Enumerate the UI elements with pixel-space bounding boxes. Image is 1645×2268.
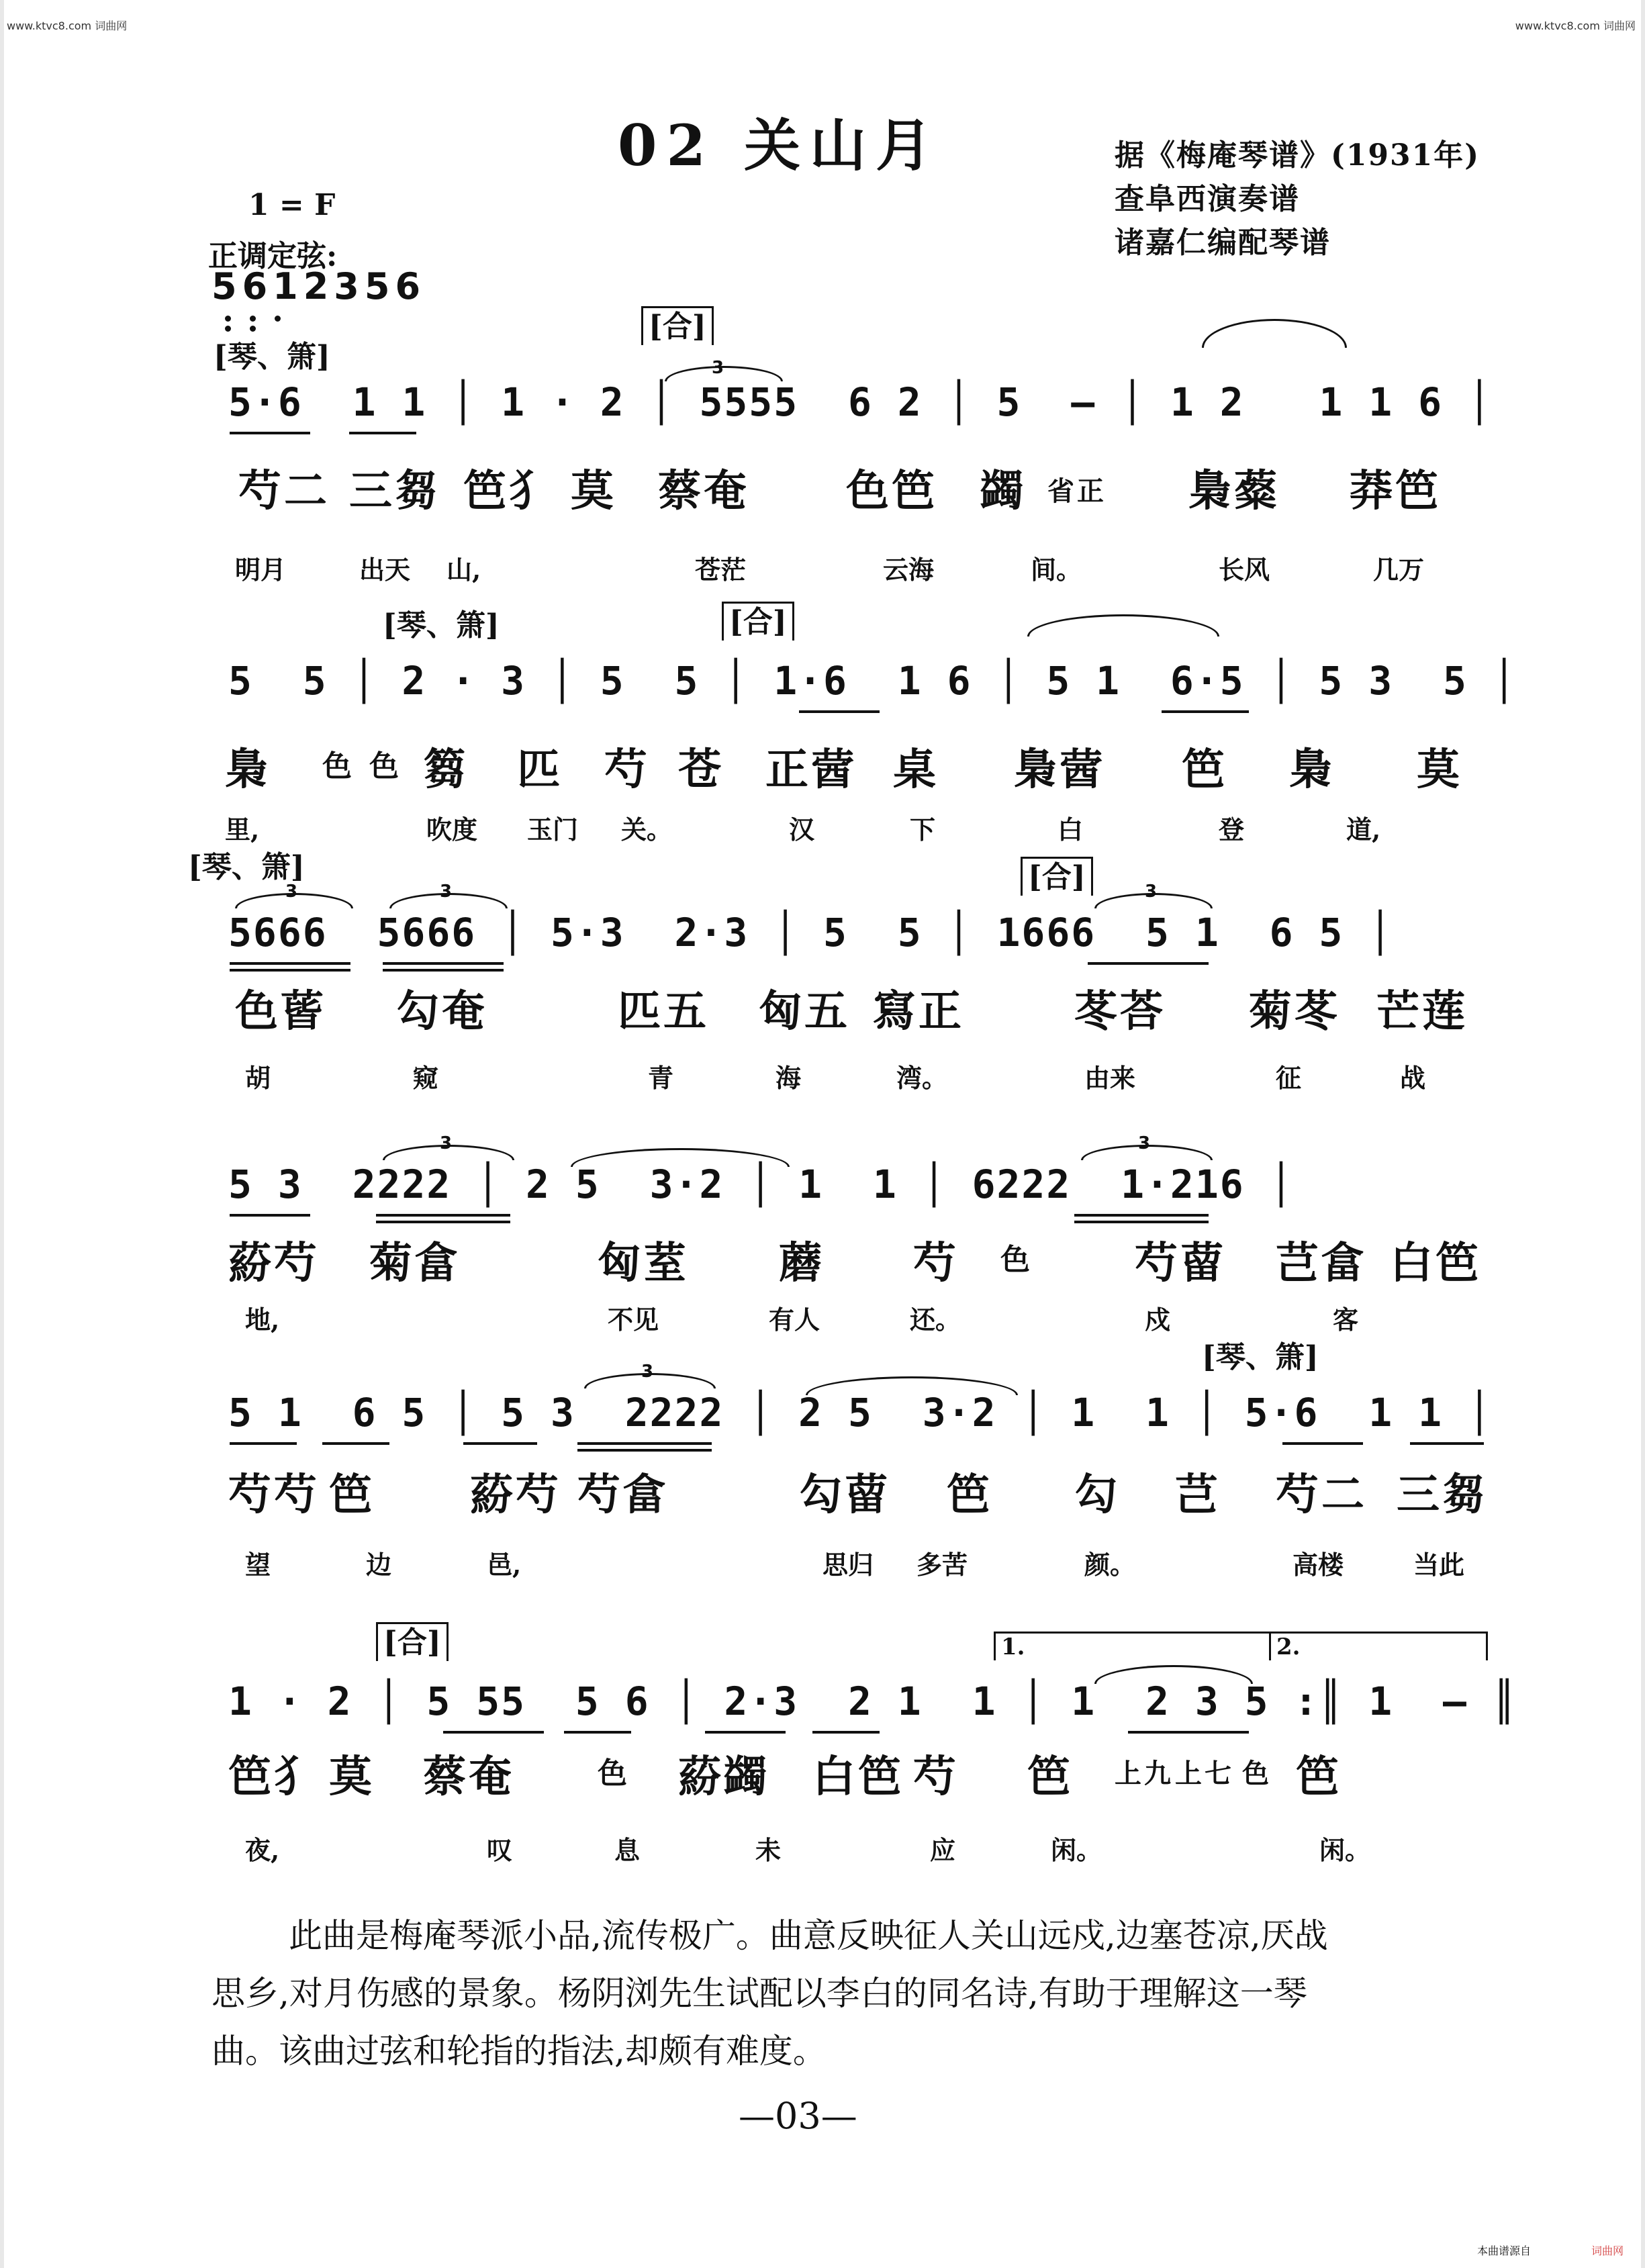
beam xyxy=(349,432,416,434)
beam xyxy=(705,1731,786,1734)
lyric: 闲。 xyxy=(1319,1835,1371,1865)
tab-glyph: 莫 xyxy=(571,466,616,516)
tab-glyph: 苍 xyxy=(678,745,724,795)
beam xyxy=(1074,1221,1209,1223)
tab-glyph: 色笆 xyxy=(846,466,937,516)
beam xyxy=(230,1214,310,1217)
lyric: 窥 xyxy=(413,1063,439,1093)
description xyxy=(289,1907,1484,1965)
beam xyxy=(799,710,880,713)
section-marker-qinxiao: [琴、箫] xyxy=(214,340,330,374)
beam xyxy=(230,969,350,972)
lyric: 湾。 xyxy=(896,1063,948,1093)
tab-glyph: 省正 xyxy=(1047,475,1107,507)
left-border xyxy=(0,0,4,2268)
tuning-label: 正调定弦: xyxy=(208,239,338,273)
beam xyxy=(463,1442,537,1445)
lyric: 长风 xyxy=(1219,555,1270,585)
lyric: 出天 xyxy=(359,555,411,585)
tab-glyph: 桌 xyxy=(893,745,939,795)
lyric: 吹度 xyxy=(426,814,478,845)
tab-glyph: 色 xyxy=(1242,1758,1272,1789)
beam xyxy=(1074,1214,1209,1217)
beam xyxy=(1410,1442,1484,1445)
tab-glyph: 芑畣 xyxy=(1276,1238,1367,1288)
tab-glyph: 苳荅 xyxy=(1074,986,1166,1037)
tab-glyph: 笆 xyxy=(1296,1752,1342,1802)
beam xyxy=(376,1214,510,1217)
lyric: 间。 xyxy=(1031,555,1082,585)
beam xyxy=(376,1221,510,1223)
section-marker-he: [合] xyxy=(376,1618,449,1661)
section-marker-qinxiao: [琴、箫] xyxy=(383,608,500,643)
volta-label: 1. xyxy=(1001,1634,1025,1660)
qin-tablature-row-6 xyxy=(222,1742,1497,1816)
tab-glyph: 笆 xyxy=(1182,745,1227,795)
jianpu-notes: 5 1 6 5 │ 5 3 2222 │ 2 5 3·2 │ 1 1 │ 5·6 1 1 │ xyxy=(228,1390,1493,1435)
lyric: 里, xyxy=(225,814,260,845)
description-line: 曲。该曲过弦和轮指的指法,却颇有难度。 xyxy=(211,2032,827,2071)
lyric: 望 xyxy=(245,1550,271,1580)
tab-glyph: 芍蒥 xyxy=(1135,1238,1226,1288)
tab-glyph: 寫正 xyxy=(873,986,964,1037)
triplet-mark: 3 xyxy=(712,358,724,378)
triplet-mark: 3 xyxy=(440,882,453,902)
description-line: 思乡,对月伤感的景象。杨阴浏先生试配以李白的同名诗,有助于理解这一琴 xyxy=(211,1974,1307,2013)
tab-glyph: 色 xyxy=(322,749,355,784)
lyric: 汉 xyxy=(789,814,815,845)
lyric: 未 xyxy=(755,1835,782,1865)
tab-glyph: 色蒈 xyxy=(235,986,326,1037)
lyric: 玉门 xyxy=(527,814,579,845)
tab-glyph: 蔡奄 xyxy=(423,1752,514,1802)
lyric: 胡 xyxy=(245,1063,271,1093)
tab-glyph: 三芻 xyxy=(349,466,440,516)
lyric: 道, xyxy=(1346,814,1381,845)
beam xyxy=(1088,962,1209,965)
tab-glyph: 勾蒥 xyxy=(799,1470,890,1520)
lyric: 思归 xyxy=(822,1550,874,1580)
beam xyxy=(577,1449,712,1452)
tab-glyph: 匈五 xyxy=(759,986,850,1037)
lyric: 登 xyxy=(1219,814,1245,845)
lyric: 戍 xyxy=(1145,1305,1171,1335)
qin-tablature-row-2 xyxy=(222,735,1497,809)
beam xyxy=(230,1442,297,1445)
lyric: 息 xyxy=(614,1835,641,1865)
beam xyxy=(1128,1731,1249,1734)
lyric: 不见 xyxy=(608,1305,659,1335)
watermark-right: www.ktvc8.com 词曲网 xyxy=(1515,19,1636,32)
tab-glyph: 上七 xyxy=(1175,1758,1234,1789)
qin-tablature-row-5 xyxy=(222,1460,1497,1534)
notation-row-2 xyxy=(222,645,1517,718)
lyric: 邑, xyxy=(487,1550,522,1580)
tab-glyph: 莫 xyxy=(1417,745,1462,795)
tab-glyph: 笆 xyxy=(329,1470,375,1520)
tab-glyph: 色 xyxy=(1000,1243,1033,1277)
lyric: 下 xyxy=(910,814,936,845)
arranger-credit: 诸嘉仁编配琴谱 xyxy=(1115,226,1331,260)
tab-glyph: 匈荎 xyxy=(598,1238,689,1288)
tab-glyph: 蒶蠲 xyxy=(678,1752,769,1802)
octave-dot xyxy=(250,316,256,322)
lyric: 战 xyxy=(1400,1063,1426,1093)
beam xyxy=(577,1442,712,1445)
section-marker-qinxiao: [琴、箫] xyxy=(1202,1340,1319,1374)
tuning-notes: 5612356 xyxy=(211,265,426,308)
tab-glyph: 勾 xyxy=(1074,1470,1120,1520)
tab-glyph: 白笆 xyxy=(1390,1238,1481,1288)
tab-glyph: 芒莲 xyxy=(1376,986,1468,1037)
lyric: 客 xyxy=(1333,1305,1359,1335)
page-title: 02 关山月 xyxy=(618,112,942,179)
tab-glyph: 芍 xyxy=(913,1238,959,1288)
lyric: 海 xyxy=(775,1063,802,1093)
lyric: 当此 xyxy=(1413,1550,1465,1580)
tab-glyph: 芍 xyxy=(604,745,650,795)
tab-glyph: 芑 xyxy=(1175,1470,1221,1520)
section-marker-he: [合] xyxy=(1021,853,1093,896)
lyric: 夜, xyxy=(245,1835,280,1865)
tie-slur xyxy=(806,1376,1018,1395)
footer-site-logo[interactable]: 词曲网 xyxy=(1591,2245,1624,2257)
description-line: 此曲是梅庵琴派小品,流传极广。曲意反映征人关山远戍,边塞苍凉,厌战 xyxy=(289,1916,1328,1955)
lyric: 多苦 xyxy=(916,1550,968,1580)
tab-glyph: 梟薒 xyxy=(1188,466,1280,516)
tie-slur xyxy=(1094,1665,1253,1684)
lyric: 云海 xyxy=(883,555,935,585)
qin-tablature-row-4 xyxy=(222,1229,1497,1303)
tab-glyph: 上九 xyxy=(1115,1758,1174,1789)
tab-glyph: 蔡奄 xyxy=(658,466,749,516)
section-marker-qinxiao: [琴、箫] xyxy=(188,850,305,884)
notation-row-6 xyxy=(222,1665,1517,1739)
tab-glyph: 芍二 xyxy=(1276,1470,1367,1520)
tab-glyph: 笆 xyxy=(947,1470,992,1520)
tab-glyph: 梟蒏 xyxy=(1014,745,1105,795)
beam xyxy=(564,1731,631,1734)
lyric: 几万 xyxy=(1373,555,1425,585)
octave-dot xyxy=(275,316,281,322)
lyric: 颜。 xyxy=(1084,1550,1136,1580)
triplet-mark: 3 xyxy=(440,1133,453,1153)
lyric: 还。 xyxy=(910,1305,961,1335)
volta-bracket-1 xyxy=(994,1632,1278,1660)
volta-label: 2. xyxy=(1276,1634,1301,1660)
tab-glyph: 蒶芍 xyxy=(470,1470,561,1520)
beam xyxy=(230,962,350,965)
lyric: 征 xyxy=(1276,1063,1302,1093)
jianpu-notes: 5·6 1 1 │ 1 · 2 │ 5555 6 2 │ 5 — │ 1 2 1 1 6 │ xyxy=(228,379,1493,425)
jianpu-notes: 1 · 2 │ 5 55 5 6 │ 2·3 2 1 1 │ 1 2 3 5 :║ 1 — ║ xyxy=(228,1679,1517,1724)
notation-row-5 xyxy=(222,1362,1497,1450)
beam xyxy=(383,969,504,972)
beam xyxy=(322,1442,389,1445)
tab-glyph: 笆犭 xyxy=(463,466,555,516)
tab-glyph: 芍畣 xyxy=(577,1470,669,1520)
tab-glyph: 笆犭 xyxy=(228,1752,320,1802)
beam xyxy=(443,1731,544,1734)
jianpu-notes: 5 5 │ 2 · 3 │ 5 5 │ 1·6 1 6 │ 5 1 6·5 │ 5 3 5 │ xyxy=(228,658,1517,704)
description-continued xyxy=(211,1965,1487,2080)
section-marker-he: [合] xyxy=(641,302,714,345)
tab-glyph: 芍 xyxy=(913,1752,959,1802)
tab-glyph: 匹五 xyxy=(618,986,709,1037)
lyric: 山, xyxy=(446,555,481,585)
lyric: 应 xyxy=(930,1835,956,1865)
notation-row-1 xyxy=(222,358,1497,440)
tab-glyph: 笆 xyxy=(1027,1752,1073,1802)
lyric: 有人 xyxy=(769,1305,820,1335)
triplet-mark: 3 xyxy=(1145,882,1158,902)
octave-dot xyxy=(250,326,256,332)
triplet-mark: 3 xyxy=(641,1362,654,1382)
watermark-left: www.ktvc8.com 词曲网 xyxy=(7,19,128,32)
lyric: 苍茫 xyxy=(695,555,747,585)
tab-glyph: 色 xyxy=(369,749,402,784)
tab-glyph: 蠲 xyxy=(980,466,1026,516)
lyric: 白 xyxy=(1058,814,1084,845)
lyric: 由来 xyxy=(1084,1063,1136,1093)
lyric: 青 xyxy=(648,1063,674,1093)
tab-glyph: 色 xyxy=(598,1756,630,1791)
tab-glyph: 梟 xyxy=(225,745,271,795)
lyric: 高楼 xyxy=(1292,1550,1344,1580)
tie-slur xyxy=(1027,614,1219,636)
tab-glyph: 匹 xyxy=(517,745,563,795)
tab-glyph: 三芻 xyxy=(1397,1470,1488,1520)
tab-glyph: 莽笆 xyxy=(1350,466,1441,516)
lyric: 边 xyxy=(366,1550,392,1580)
notation-row-3 xyxy=(222,882,1497,970)
octave-dot xyxy=(225,326,231,332)
beam xyxy=(1162,710,1249,713)
tab-glyph: 正蒏 xyxy=(765,745,857,795)
tab-glyph: 菊苳 xyxy=(1249,986,1340,1037)
lyric: 明月 xyxy=(235,555,287,585)
beam xyxy=(383,962,504,965)
tab-glyph: 勾奄 xyxy=(396,986,487,1037)
lyric: 关。 xyxy=(621,814,673,845)
footer-source: 本曲谱源自 xyxy=(1477,2245,1532,2257)
tab-glyph: 菊畣 xyxy=(369,1238,461,1288)
tab-glyph: 芍芍 xyxy=(228,1470,320,1520)
lyric: 闲。 xyxy=(1051,1835,1102,1865)
tab-glyph: 白笆 xyxy=(812,1752,904,1802)
tie-slur xyxy=(1202,319,1347,348)
jianpu-notes: 5666 5666 │ 5·3 2·3 │ 5 5 │ 1666 5 1 6 5 │ xyxy=(228,910,1394,955)
lyric: 叹 xyxy=(487,1835,513,1865)
beam xyxy=(230,432,310,434)
beam xyxy=(812,1731,880,1734)
right-border xyxy=(1641,0,1645,2268)
tab-glyph: 梟 xyxy=(1289,745,1335,795)
tie-slur xyxy=(571,1148,790,1167)
source-credit: 据《梅庵琴谱》(1931年) xyxy=(1115,138,1480,173)
section-marker-he: [合] xyxy=(722,598,794,641)
jianpu-notes: 5 3 2222 │ 2 5 3·2 │ 1 1 │ 6222 1·216 │ xyxy=(228,1162,1295,1207)
tab-glyph: 蘑 xyxy=(779,1238,825,1288)
octave-dot xyxy=(225,316,231,322)
triplet-mark: 3 xyxy=(1138,1133,1151,1153)
tab-glyph: 莫 xyxy=(329,1752,375,1802)
tab-glyph: 芍二 xyxy=(238,466,330,516)
tab-glyph: 蒶芍 xyxy=(228,1238,320,1288)
player-credit: 查阜西演奏谱 xyxy=(1115,182,1300,216)
lyric: 地, xyxy=(245,1305,280,1335)
tab-glyph: 篘 xyxy=(423,745,469,795)
triplet-mark: 3 xyxy=(285,882,298,902)
notation-row-4 xyxy=(222,1133,1497,1222)
key-signature: 1 = F xyxy=(248,188,336,222)
qin-tablature-row-1 xyxy=(222,457,1497,530)
qin-tablature-row-3 xyxy=(222,977,1497,1051)
volta-bracket-2 xyxy=(1269,1632,1488,1660)
page-number: —03— xyxy=(739,2095,857,2137)
beam xyxy=(1282,1442,1363,1445)
